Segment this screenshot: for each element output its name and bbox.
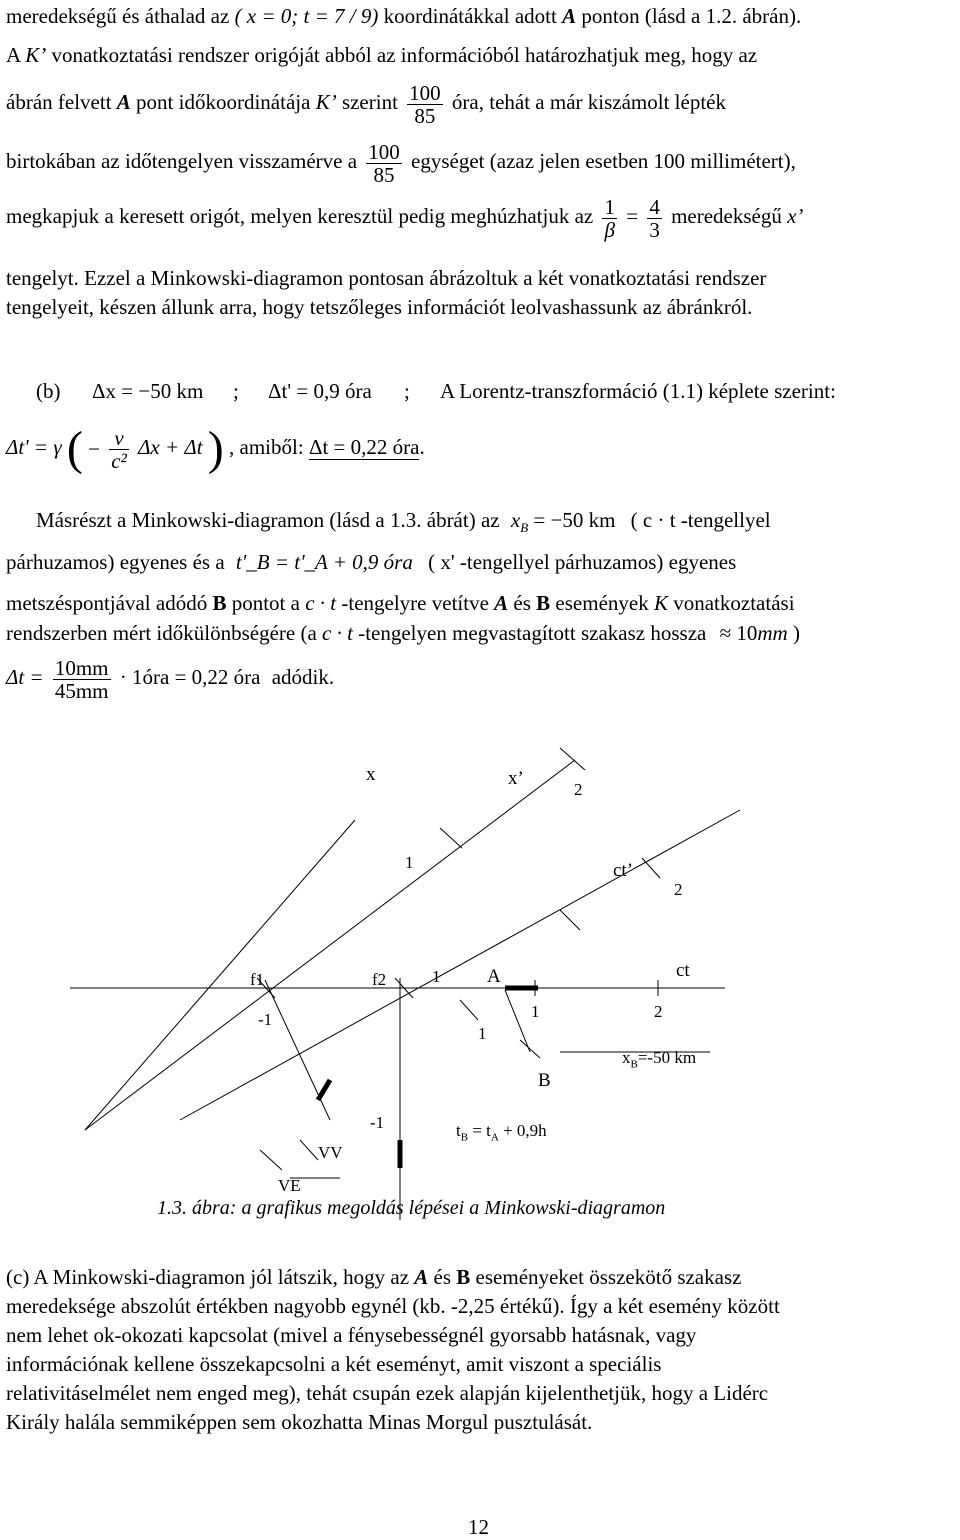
fraction: $\frac{1}{\beta}$ [604,194,615,242]
tick [520,1040,540,1058]
tick [642,858,660,878]
x-prime-axis-line [85,760,575,1130]
fraction: $\frac{10mm}{45mm}$ [54,655,109,703]
text-line: tengelyt. Ezzel a Minkowski-diagramon pontosan ábrázoltuk a két vonatkoztatási rendszer [6,266,767,290]
tick [440,828,462,848]
tick [560,748,585,770]
text-line: tengelyeit, készen állunk arra, hogy tetszőleges információt leolvashassunk az ábránkról. [6,295,753,319]
ab-connector [505,990,530,1052]
ct-prime-axis-line [180,810,740,1120]
text-line: rendszerben mért időkülönbségére (a c · t -tengelyen megvastagított szakasz hossza ≈ 10mm ) [6,621,800,645]
delta-t-prime: Δt' = 0,9 óra [268,379,372,403]
tick [460,1000,478,1020]
fraction: $\frac{v}{\text{c²}}$ [111,425,127,473]
text-line: nem lehet ok-okozati kapcsolat (mivel a fénysebességnél gyorsabb hatásnak, vagy [6,1323,697,1347]
tick [560,910,580,930]
text-line: párhuzamos) egyenes és a t'_B = t'_A + 0,9 óra ( x' -tengellyel párhuzamos) egyenes [6,550,737,574]
text-line: Király halála semmiképpen sem okozhatta Minas Morgul pusztulását. [6,1410,593,1434]
delta-x: Δx = −50 km [92,379,204,403]
result-formula: Δt = $\frac{10mm}{45mm}$ · 1óra = 0,22 óra adódik. [6,655,335,703]
xb-label: $x_B=-50$ km [622,1048,697,1071]
text-line: megkapjuk a keresett origót, melyen keresztül pedig meghúzhatjuk az $\frac{1}{\beta}$ = $\frac{4}{3}$ meredekségű x’ [6,194,804,242]
fraction: $\frac{100}{85}$ [409,80,441,128]
result-underlined: Δt = 0,22 óra [308,435,420,459]
text-line: meredeksége abszolút értékben nagyobb egynél (kb. -2,25 értékű). Így a két esemény között [6,1294,780,1318]
tick [300,1140,318,1160]
text-line: A K’ vonatkoztatási rendszer origóját abból az információból határozhatjuk meg, hogy az [6,43,758,67]
x-axis-line [85,820,355,1130]
text-line: (c) A Minkowski-diagramon jól látszik, hogy az A és B eseményeket összekötő szakasz [6,1265,742,1289]
coords: ( x = 0; t = 7 / 9) [234,4,379,28]
fraction: $\frac{100}{85}$ [368,139,400,187]
tb-label: $t_B = t_A + 0,9h$ [456,1121,547,1144]
text-line: metszéspontjával adódó B pontot a c · t -tengelyre vetítve A és B események K vonatkoztatási [6,591,795,615]
text-line: relativitáselmélet nem enged meg), tehát csupán ezek alapján kijelenthetjük, hogy a Lidérc [6,1381,769,1405]
text-line: információnak kellene összekapcsolni a két eseményt, amit viszont a speciális [6,1352,662,1376]
text-line: meredekségű és áthalad az ( x = 0; t = 7 / 9) koordinátákkal adott A ponton (lásd a 1.2. ábrán). [6,4,802,28]
fraction: $\frac{4}{3}$ [649,194,660,242]
thick-segment-vv [318,1080,330,1100]
part-b-label: (b) [36,379,61,403]
tick [260,1150,282,1170]
text-line: Másrészt a Minkowski-diagramon (lásd a 1.3. ábrát) az $x_B = -50$ km ( c · t -tengellyel [36,508,771,536]
page-number: 12 [468,1515,489,1539]
lorentz-formula: Δt' = γ ( − $\frac{v}{\text{c²}}$ Δx + Δt ) , amiből: Δt = 0,22 óra. [6,422,425,476]
figure-caption: 1.3. ábra: a grafikus megoldás lépései a Minkowski-diagramon [157,1197,666,1219]
text-line: birtokában az időtengelyen visszamérve a $\frac{100}{85}$ egységet (azaz jelen esetben 100 millimétert), [6,139,796,187]
text-line: ábrán felvett A pont időkoordinátája K’ szerint $\frac{100}{85}$ óra, tehát a már kiszámolt lépték [6,80,726,128]
minkowski-diagram [0,740,960,1220]
